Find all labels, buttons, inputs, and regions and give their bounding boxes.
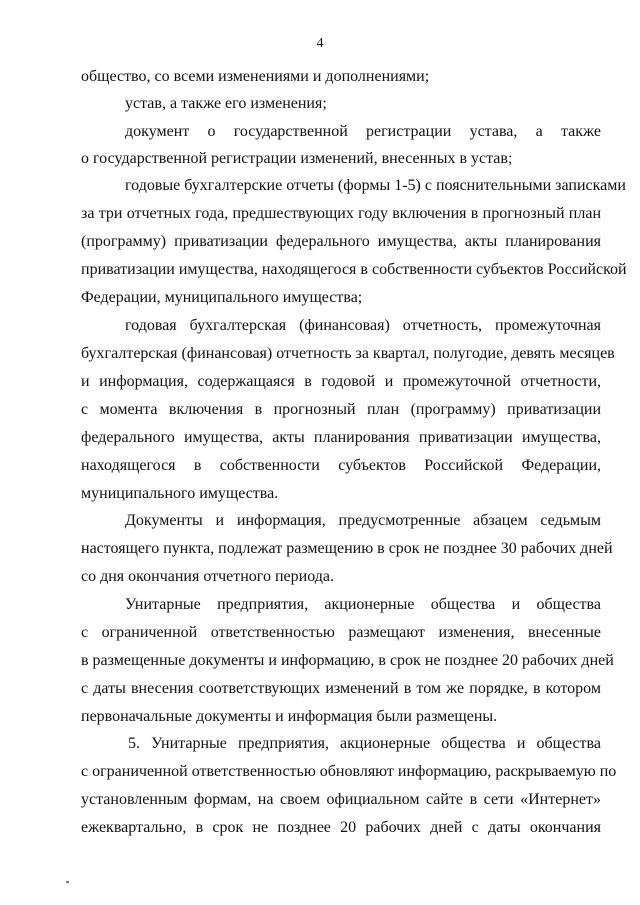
text-line: общество, со всеми изменениями и дополнениями; (81, 68, 430, 85)
scan-mark (66, 881, 69, 883)
text-line: устав, а также его изменения; (125, 95, 327, 112)
page-number: 4 (316, 36, 324, 51)
text-line: находящегося в собственности субъектов Российской Федерации, (81, 457, 601, 474)
text-line: о государственной регистрации изменений, внесенных в устав; (81, 150, 513, 167)
text-line: муниципального имущества. (81, 485, 279, 502)
text-line: годовые бухгалтерские отчеты (формы 1-5) с пояснительными записками (125, 177, 626, 194)
text-line: бухгалтерская (финансовая) отчетность за квартал, полугодие, девять месяцев (81, 345, 615, 362)
text-line: и информация, содержащаяся в годовой и промежуточной отчетности, (81, 373, 601, 390)
text-line: Документы и информация, предусмотренные абзацем седьмым (125, 512, 601, 529)
text-line: годовая бухгалтерская (финансовая) отчетность, промежуточная (125, 317, 601, 334)
text-line: с момента включения в прогнозный план (программу) приватизации (81, 401, 601, 418)
text-line: ежеквартально, в срок не позднее 20 рабочих дней с даты окончания (81, 819, 601, 836)
text-line: 5. Унитарные предприятия, акционерные общества и общества (128, 735, 601, 752)
text-line: Унитарные предприятия, акционерные общества и общества (125, 596, 601, 613)
text-line: установленным формам, на своем официальном сайте в сети «Интернет» (81, 791, 601, 808)
text-line: (программу) приватизации федерального имущества, акты планирования (81, 233, 601, 250)
text-line: за три отчетных года, предшествующих году включения в прогнозный план (81, 205, 601, 222)
text-line: приватизации имущества, находящегося в собственности субъектов Российской (81, 261, 627, 278)
text-line: первоначальные документы и информация были размещены. (81, 708, 498, 725)
text-line: с ограниченной ответственностью обновляют информацию, раскрываемую по (81, 763, 617, 780)
text-line: со дня окончания отчетного периода. (81, 568, 334, 585)
text-line: с даты внесения соответствующих изменений в том же порядке, в котором (81, 680, 601, 697)
text-line: настоящего пункта, подлежат размещению в срок не позднее 30 рабочих дней (81, 540, 613, 557)
text-line: с ограниченной ответственностью размещают изменения, внесенные (81, 624, 601, 641)
text-line: федерального имущества, акты планирования приватизации имущества, (81, 429, 601, 446)
text-line: Федерации, муниципального имущества; (81, 289, 363, 306)
text-line: документ о государственной регистрации устава, а также (125, 123, 601, 140)
text-line: в размещенные документы и информацию, в срок не позднее 20 рабочих дней (81, 652, 614, 669)
